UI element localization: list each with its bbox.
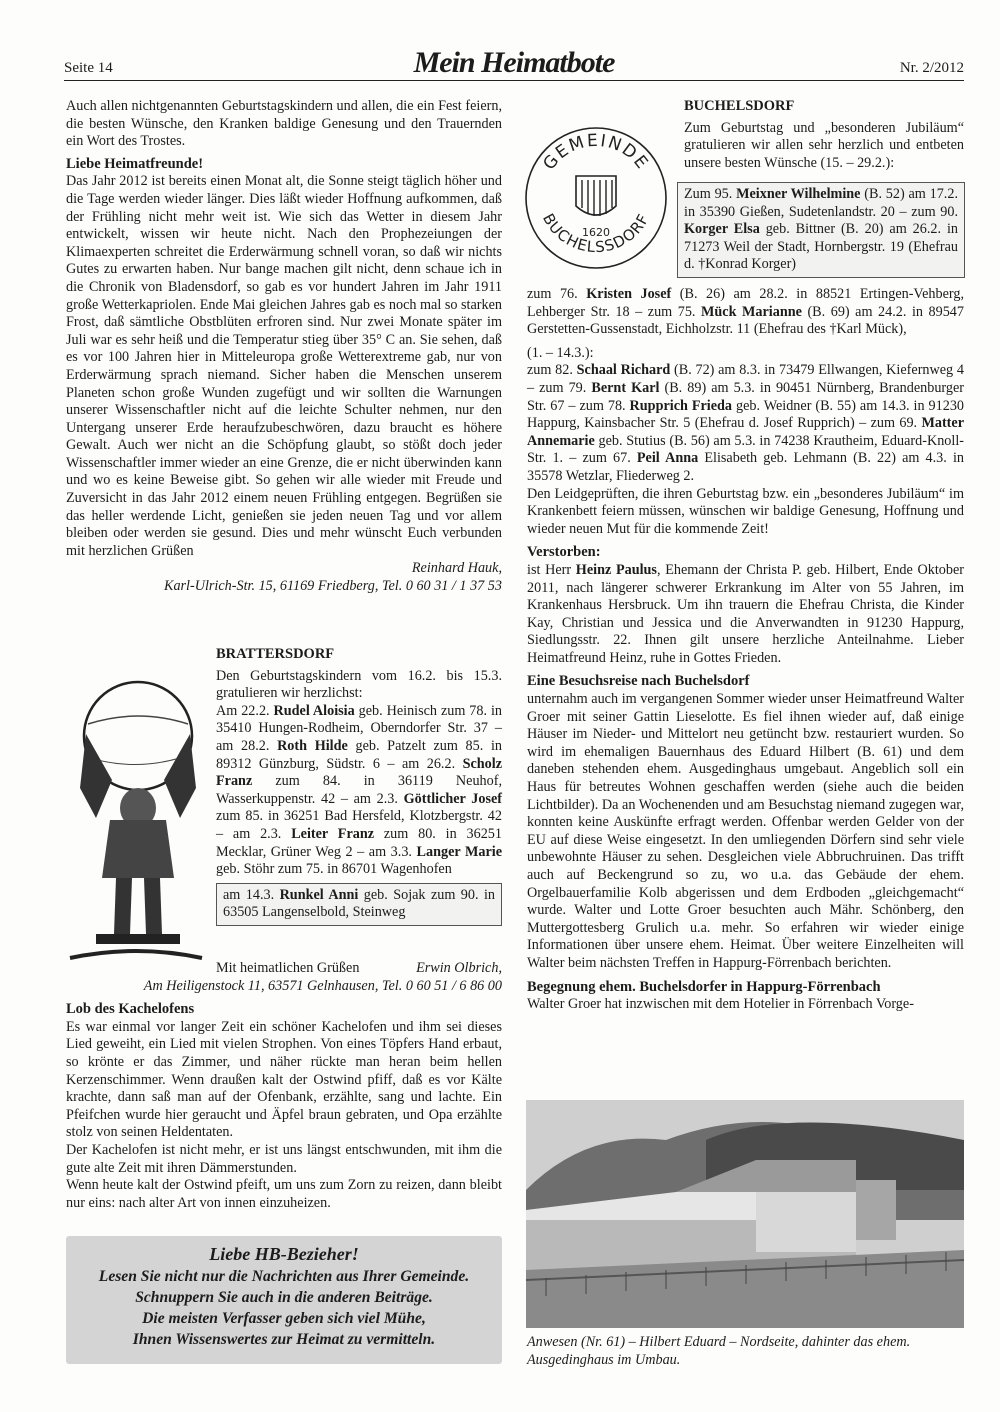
left-column-top (66, 98, 502, 596)
svg-text:GEMEINDE: GEMEINDE (539, 130, 653, 175)
sick-wishes-paragraph: Den Leidgeprüften, die ihren Geburtstag bzw. ein „besonderes Jubiläum“ im Krankenbett feiern müssen, wünschen wir baldige Genesung, Hoffnung und wieder neuen Mut für die kommende Zeit! (527, 485, 964, 537)
buchelsdorf-march-heading: (1. – 14.3.): (527, 344, 594, 361)
seal-year: 1620 (582, 226, 610, 239)
greet-author: Reinhard Hauk, (411, 560, 502, 577)
notice-line-3: Die meisten Verfasser geben sich viel Mühe, (142, 1310, 426, 1327)
kachelofen-paragraph-3: Wenn heute kalt der Ostwind pfeift, um uns zum Zorn zu reizen, dann bleibt nur eins: nach alter Art von innen einzuheizen. (66, 1177, 502, 1211)
svg-text:BUCHELSSDORF: BUCHELSSDORF (539, 210, 653, 257)
municipal-seal-stamp (522, 124, 670, 272)
deceased-heading: Verstorben: (527, 544, 601, 561)
visit-heading: Eine Besuchsreise nach Buchelsdorf (527, 673, 750, 690)
greet-address: Karl-Ulrich-Str. 15, 61169 Friedberg, Tel. 0 60 31 / 1 37 53 (163, 578, 502, 595)
house-photo (526, 1100, 964, 1328)
kachelofen-heading: Lob des Kachelofens (66, 1001, 195, 1018)
visit-paragraph: unternahm auch im vergangenen Sommer wieder unser Heimatfreund Walter Groer mit seiner Gattin Lieselotte. Es fiel ihnen wieder auf, daß einige Häuser im Nieder- und Mittelort neu getüncht bzw. restauriert wurden. So wird im ehemaligen Bauernhaus des Eduard Hilbert (B. 61) und dem daneben stehenden ehem. Ausgedinghaus umgebaut. Angeblich soll ein Haus für betreutes Wohnen geschaffen werden (siehe auch die beiden Lichtbilder). Da an Wochenenden und am Besuchstag niemand zugegen war, konnten keine Auskünfte erfragt werden. Offenbar werden Gelder von der EU auf diese Weise eingesetzt. In den umliegenden Dörfern sind sehr viele unbewohnte Häuser zu sehen. Desgleichen viele Abbruchruinen. Das trifft auch auf Beckengrund so zu, wo u.a. das Gebäude der ehem. Orgelbauerfamilie Kolb abgerissen und dem Erdboden „gleichgemacht“ wurde. Walter und Lotte Groer besuchten auch Mähr. Schönberg, den Muttergottesberg Grulich u.a. mehr. So erfahren wir wieder einige Informationen über unsere ehem. Heimat. Über weitere Einzelheiten will Walter beim nächsten Treffen in Happurg-Förrenbach berichten. (527, 691, 964, 971)
notice-title: Liebe HB-Bezieher! (209, 1244, 359, 1264)
brattersdorf-intro: Den Geburtstagskindern vom 16.2. bis 15.3. gratulieren wir herzlichst: (216, 667, 502, 702)
brattersdorf-signature: Mit heimatlichen Grüßen Erwin Olbrich, (216, 960, 502, 976)
header-rule (64, 80, 964, 81)
buchelsdorf-intro: Zum Geburtstag und „besonderen Jubiläum“ gratulieren wir allen sehr herzlich und entbeten unsere besten Wünsche (15. – 29.2.): (684, 119, 964, 171)
right-column-body (527, 286, 964, 1014)
notice-line-4: Ihnen Wissenswertes zur Heimat zu vermitteln. (132, 1331, 436, 1348)
buchelsdorf-birthdays-march: zum 82. Schaal Richard (B. 72) am 8.3. in 73479 Ellwangen, Kiefernweg 4 – zum 79. Bernt Karl (B. 89) am 5.3. in 90451 Nürnberg, Brandenburger Str. 67 – zum 78. Rupprich Frieda geb. Weidner (B. 55) am 14.3. in 91230 Happurg, Kainsbacher Str. 5 (Ehefrau d. Josef Rupprich) – zum 69. Matter Annemarie geb. Stutius (B. 56) am 5.3. in 74238 Krautheim, Eduard-Knoll-Str. 1. – zum 67. Peil Anna Elisabeth geb. Lehmann (B. 22) am 4.3. in 35578 Wetzlar, Fliederweg 2. (527, 362, 965, 484)
issue-number: Nr. 2/2012 (899, 60, 964, 76)
buchelsdorf-highlight-box: Zum 95. Meixner Wilhelmine (B. 52) am 17.2. in 35390 Gießen, Sudetenlandstr. 20 – zum 90. Korger Elsa geb. Bittner (B. 20) am 26.2. in 71273 Weil der Stadt, Hornbergstr. 19 (Ehefrau d. †Konrad Korger) (677, 182, 965, 278)
page-header (64, 46, 964, 94)
brattersdorf-address: Am Heiligenstock 11, 63571 Gelnhausen, Tel. 0 60 51 / 6 86 00 (143, 977, 502, 994)
meeting-heading: Begegnung ehem. Buchelsdorfer in Happurg-Förrenbach (527, 978, 881, 995)
notice-line-2: Schnuppern Sie auch in die anderen Beiträge. (135, 1289, 433, 1306)
photo-caption: Anwesen (Nr. 61) – Hilbert Eduard – Nordseite, dahinter das ehem. Ausgedinghaus im Umbau. (527, 1334, 911, 1368)
buchelsdorf-header-block (684, 98, 964, 172)
buchelsdorf-birthdays-feb: zum 76. Kristen Josef (B. 26) am 28.2. in 88521 Ertingen-Vehberg, Lehberger Str. 18 – zum 75. Mück Marianne (B. 69) am 24.2. in 89547 Gerstetten-Gussenstadt, Eichholzstr. 11 (Ehefrau des †Karl Mück), (527, 286, 964, 338)
subscriber-notice-box (66, 1236, 502, 1364)
atlas-figure-illustration (66, 668, 206, 968)
greet-heading: Liebe Heimatfreunde! (66, 155, 204, 172)
meeting-paragraph: Walter Groer hat inzwischen mit dem Hotelier in Förrenbach Vorge- (527, 996, 914, 1013)
brattersdorf-highlight-box: am 14.3. Runkel Anni geb. Sojak zum 90. in 63505 Langenselbold, Steinweg (216, 883, 502, 926)
intro-paragraph: Auch allen nichtgenannten Geburtstagskindern und allen, die ein Fest feiern, die besten Wünsche, den Kranken baldige Genesung und den Trauernden ein Wort des Trostes. (66, 98, 502, 150)
brattersdorf-section (216, 646, 502, 926)
deceased-paragraph: ist Herr Heinz Paulus, Ehemann der Christa P. geb. Hilbert, Ende Oktober 2011, nach längerer schwerer Erkrankung im Alter von 55 Jahren, im Krankenhaus Hersbruck. Um ihn trauern die Ehefrau Christa, die Kinder Kay, Christian und Jessica und die Anverwandten in 91230 Happurg, Siedlungsstr. 22. Ihnen gilt unsere herzliche Anteilnahme. Lieber Heimatfreund Heinz, ruhe in Gottes Frieden. (527, 561, 965, 666)
greet-paragraph: Das Jahr 2012 ist bereits einen Monat alt, die Sonne steigt täglich höher und die Tage werden wieder länger. Dies läßt wieder Hoffnung aufkommen, daß der Frühling nicht mehr weit ist. Wie sich das Wetter in diesem Jahr entwickelt, wissen wir heute nicht. Nach den Prophezeiungen der Klimaexperten schreitet die Erderwärmung schnell voran, so daß wir nichts Gutes zu erwarten haben. Nur bange machen gilt nicht, denn schaue ich in die Chronik von Bladensdorf, so gab es vor hundert Jahren im Jahr 1911 große Wetterkapriolen. Ende Mai gleichen Jahres gab es noch mal so starken Frost, daß sämtliche Obstblüten erfroren sind. Nur zwei Monate später im Juli war es sehr heiß und die Temperatur stieg über 35° C an. Sie sehen, daß es vor 100 Jahren hier in Mitteleuropa große Wetterextreme gab, nur von Erderwärmung sprach niemand. Sicher haben die Menschen unserem Planeten schon große Wunden zugefügt und wir sollten die Warnungen unserer Wissenschaftler nicht auf die leichte Schulter nehmen, nur den Untergang unserer Erde heraufzubeschwören, dazu braucht es höhere Gewalt. Auch wer nicht an die Schöpfung glaubt, so stößt doch jeder Wissenschaftler immer wieder an eine Grenze, die er nicht überwinden kann und wo es keine Beweise gibt. So gehen wir alle wieder mit Freude und Zuversicht in das Jahr 2012 einem neuen Frühling entgegen. Begrüßen sie das heller werdende Licht, genießen sie jeden neuen Tag und vor allem bleiben oder werden sie gesund. Dies und mehr wünscht Euch verbunden mit herzlichen Grüßen (66, 173, 502, 559)
buchelsdorf-heading: BUCHELSDORF (684, 98, 795, 114)
masthead-logo: Mein Heimatbote (413, 46, 615, 79)
kachelofen-paragraph-1: Es war einmal vor langer Zeit ein schöner Kachelofen und ihm sei dieses Lied geweiht, ein Lied mit vielen Strophen. Von eines Töpfers Hand erbaut, so krönte er das Zimmer, und näher rückte man heran beim hellen Kerzenschimmer. Wenn draußen kalt der Ostwind pfiff, daß es vor Kälte krachte, dann saß man auf der Ofenbank, erzählte, sang und lachte. Ein Pfeifchen wurde hier geraucht und Äpfel braun gebraten, und Opa erzählte stolz von seinen Heldentaten. (66, 1018, 502, 1141)
left-column-bottom (66, 960, 502, 1212)
page-number: Seite 14 (64, 60, 113, 76)
notice-line-1: Lesen Sie nicht nur die Nachrichten aus Ihrer Gemeinde. (98, 1268, 470, 1285)
brattersdorf-heading: BRATTERSDORF (216, 646, 335, 662)
brattersdorf-birthdays: Am 22.2. Rudel Aloisia geb. Heinisch zum 78. in 35410 Hungen-Rodheim, Oberndorfer Str. 37 – am 28.2. Roth Hilde geb. Patzelt zum 85. in 89312 Günzburg, Südstr. 6 – am 26.2. Scholz Franz zum 84. in 36119 Neuhof, Wasserkuppenstr. 42 – am 2.3. Göttlicher Josef zum 85. in 36251 Bad Hersfeld, Klotzbergstr. 42 – am 2.3. Leiter Franz zum 80. in 36251 Mecklar, Grüner Weg 2 – am 3.3. Langer Marie geb. Stöhr zum 75. in 86701 Wagenhofen (216, 702, 503, 878)
kachelofen-paragraph-2: Der Kachelofen ist nicht mehr, er ist uns längst entschwunden, mit ihm die gute alte Zeit mit ihren Dämmerstunden. (66, 1141, 502, 1176)
